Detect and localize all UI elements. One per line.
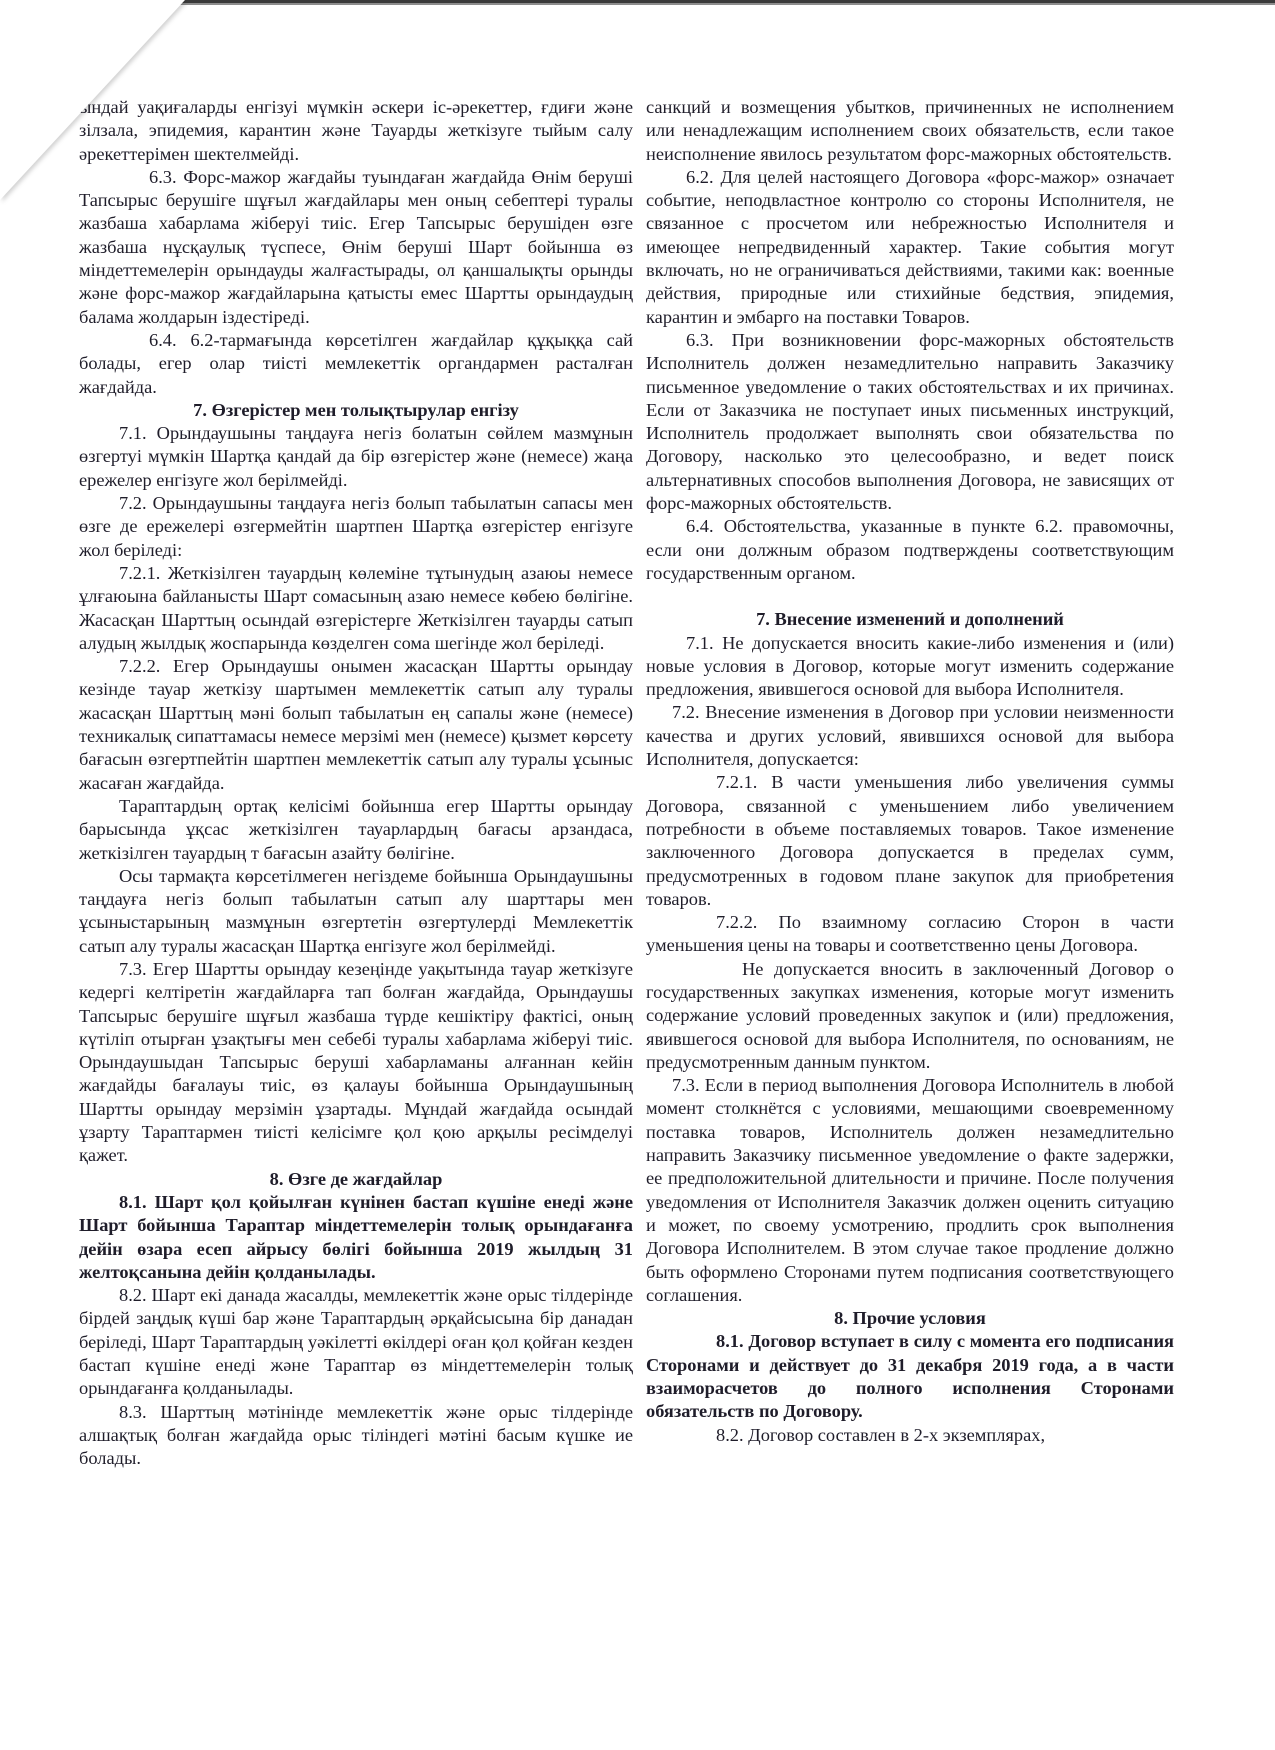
folded-corner: [0, 0, 185, 200]
paragraph-8-3: 8.3. Шарттың мәтінінде мемлекеттік және орыс тілдерінде алшақтық болған жағдайда орыс тіліндегі мәтіні басым күшке ие болады.: [79, 1401, 633, 1469]
paragraph-7-2-2: 7.2.2. По взаимному согласию Сторон в части уменьшения цены на товары и соответственно цены Договора.: [646, 912, 1174, 956]
paragraph-not-permitted: Не допускается вносить в заключенный Договор о государственных закупках изменения, которые могут изменить содержание условий проведенных закупок и (или) предложения, явившегося основой для выбора Исполнителя, по основаниям, не предусмотренным данным пунктом.: [646, 958, 1174, 1072]
paragraph-6-2-end: ындай уақиғаларды енгізуі мүмкін әскери іс-әрекеттер, ғдиғи және зілзала, эпидемия, карантин және Тауарды жеткізуге тыйым салу әрекеттерімен шектелмейді.: [79, 97, 633, 164]
paragraph-7-2: 7.2. Внесение изменения в Договор при условии неизменности качества и других условий, явившихся основой для выбора Исполнителя, допускается:: [646, 702, 1174, 770]
paragraph-7-3: 7.3. Егер Шартты орындау кезеңінде уақытында тауар жеткізуге кедергі келтіретін жағдайларға тап болған жағдайда, Орындаушы Тапсырыс берушіге шұғыл жазбаша түрде кешіктіру фактісі, оның күтіліп отырған ұзақтығы мен себебі туралы хабарлама жіберуі тиіс. Орындаушыдан Тапсырыс беруші хабарламаны алғаннан кейін жағдайды бағалауы тиіс, өз қалауы бойынша Орындаушының Шартты орындау мерзімін ұзартады. Мұндай жағдайда осындай ұзарту Тараптармен тиісті келісімге қол қою арқылы ресімделуі қажет.: [79, 958, 633, 1166]
paragraph-8-2: 8.2. Договор составлен в 2-х экземплярах,: [716, 1424, 1046, 1445]
paragraph-6-4: 6.4. 6.2-тармағында көрсетілген жағдайлар құқыққа сай болады, егер олар тиісті мемлекеттік органдармен расталған жағдайда.: [79, 329, 633, 397]
paragraph-6-3: 6.3. При возникновении форс-мажорных обстоятельств Исполнитель должен незамедлительно направить Заказчику письменное уведомление о таких обстоятельствах и их причинах. Если от Заказчика не поступает иных письменных инструкций, Исполнитель продолжает выполнять свои обязательства по Договору, насколько это целесообразно, и ведет поиск альтернативных способов выполнения Договора, не зависящих от форс-мажорных обстоятельств.: [646, 329, 1174, 514]
section-7-heading: 7. Өзгерістер мен толықтырулар енгізу: [193, 399, 519, 420]
section-8-heading: 8. Прочие условия: [834, 1308, 986, 1329]
paragraph-8-1: 8.1. Шарт қол қойылған күнінен бастап күшіне енеді және Шарт бойынша Тараптар міндеттемелерін толық орындағанға дейін өзара есеп айрысу бөлігі бойынша 2019 жылдың 31 желтоқсанына дейін қолданылады.: [79, 1191, 633, 1282]
section-8-heading: 8. Өзге де жағдайлар: [269, 1168, 443, 1189]
paragraph-8-2: 8.2. Шарт екі данада жасалды, мемлекеттік және орыс тілдерінде бірдей заңдық күші бар және Тараптардың әрқайсысына бір данадан беріледі, Шарт Тараптардың уәкілетті өкілдері оған қол қойған кезден бастап күшіне енеді және Тараптар өз міндеттемелерін толық орындағанға қолданылады.: [79, 1285, 633, 1399]
paragraph-6-2: 6.2. Для целей настоящего Договора «форс-мажор» означает событие, неподвластное контролю со стороны Исполнителя, не связанное с просчетом или небрежностью Исполнителя и имеющее непредвиденный характер. Такие события могут включать, но не ограничиваться действиями, такими как: военные действия, природные или стихийные бедствия, эпидемия, карантин и эмбарго на поставки Товаров.: [646, 166, 1174, 327]
paragraph-7-2-1: 7.2.1. В части уменьшения либо увеличения суммы Договора, связанной с уменьшением либо увеличением потребности в объеме поставляемых товаров. Такое изменение заключенного Договора допускается в пределах сумм, предусмотренных в годовом плане закупок для приобретения товаров.: [646, 772, 1174, 909]
russian-column: [646, 96, 1174, 1447]
paragraph-price-reduction: Тараптардың ортақ келісімі бойынша егер Шартты орындау барысында ұқсас жеткізілген тауарлардың бағасы арзандаса, жеткізілген тауардың т бағасын азайту бөлігіне.: [79, 795, 633, 863]
kazakh-column: [79, 96, 633, 1471]
paragraph-6-1-end: санкций и возмещения убытков, причиненных не исполнением или ненадлежащим исполнением своих обязательств, если такое неисполнение явилось результатом форс-мажорных обстоятельств.: [646, 97, 1174, 164]
paragraph-7-2-2: 7.2.2. Егер Орындаушы онымен жасасқан Шартты орындау кезінде тауар жеткізу шартымен мемлекеттік сатып алу туралы жасасқан Шарттың мәні болып табылатын ең сапалы және (немесе) техникалық сипаттамасы немесе мерзімі мен (немесе) қызмет көрсету бағасын өзгертпейтін шартпен мемлекеттік сатып алу туралы ұсыныс жасаған жағдайда.: [79, 656, 633, 793]
section-7-heading: 7. Внесение изменений и дополнений: [756, 609, 1064, 630]
paragraph-6-3: 6.3. Форс-мажор жағдайы туындаған жағдайда Өнім беруші Тапсырыс берушіге шұғыл жағдайлары мен оның себептері туралы жазбаша хабарлама жіберуі тиіс. Егер Тапсырыс берушіден өзге жазбаша нұсқаулық түспесе, Өнім беруші Шарт бойынша өз міндеттемелерін орындауды жалғастырады, ол қаншалықты орынды және форс-мажор жағдайларына қатысты емес Шартты орындаудың балама жолдарын іздестіреді.: [79, 166, 633, 327]
paragraph-7-2-1: 7.2.1. Жеткізілген тауардың көлеміне тұтынудың азаюы немесе ұлғаюына байланысты Шарт сомасының азаю немесе көбею бөлігіне. Жасасқан Шарттың осындай өзгерістерге Жеткізілген тауарды сатып алудың жылдық жоспарында көзделген сома шегінде жол беріледі.: [79, 562, 633, 653]
paragraph-8-1: 8.1. Договор вступает в силу с момента его подписания Сторонами и действует до 31 декабря 2019 года, а в части взаиморасчетов до полного исполнения Сторонами обязательств по Договору.: [646, 1331, 1174, 1422]
paragraph-7-3: 7.3. Если в период выполнения Договора Исполнитель в любой момент столкнётся с условиями, мешающими своевременному поставка товаров, Исполнитель должен незамедлительно направить Заказчику письменное уведомление о факте задержки, ее предположительной длительности и причине. После получения уведомления от Исполнителя Заказчик должен оценить ситуацию и может, по своему усмотрению, продлить срок выполнения Договора Исполнителем. В этом случае такое продление должно быть оформлено Сторонами путем подписания соответствующего соглашения.: [646, 1075, 1174, 1305]
scan-edge: [0, 0, 1275, 12]
paragraph-7-1: 7.1. Не допускается вносить какие-либо изменения и (или) новые условия в Договор, которые могут изменить содержание предложения, явившегося основой для выбора Исполнителя.: [646, 632, 1174, 700]
paragraph-7-1: 7.1. Орындаушыны таңдауға негіз болатын сөйлем мазмұнын өзгертуі мүмкін Шартқа қандай да бір өзгерістер және (немесе) жаңа ережелер енгізуге жол берілмейді.: [79, 423, 633, 490]
paragraph-7-2: 7.2. Орындаушыны таңдауға негіз болып табылатын сапасы мен өзге де ережелері өзгермейтін шартпен Шартқа өзгерістер енгізуге жол беріледі:: [79, 493, 633, 560]
spacer: [646, 585, 1174, 608]
paragraph-not-permitted: Осы тармақта көрсетілмеген негіздеме бойынша Орындаушыны таңдауға негіз болып табылатын сатып алу шарттары мен ұсыныстарының мазмұнын өзгертетін өзгертулерді Мемлекеттік сатып алу туралы жасасқан Шартқа енгізуге жол берілмейді.: [79, 865, 633, 956]
paragraph-6-4: 6.4. Обстоятельства, указанные в пункте 6.2. правомочны, если они должным образом подтверждены соответствующим государственным органом.: [646, 516, 1174, 583]
